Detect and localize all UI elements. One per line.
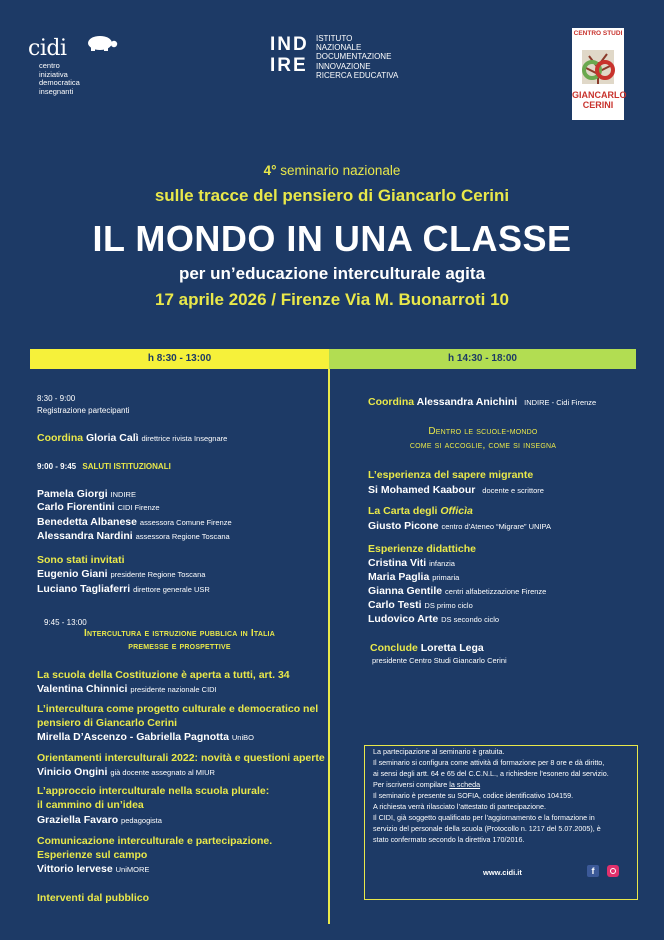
registration-link[interactable]: la scheda [449, 780, 481, 789]
didattiche-item [368, 571, 459, 583]
saluti-heading [37, 462, 171, 471]
coord-label: Coordina [37, 432, 84, 444]
cerini-name-2: CERINI [582, 100, 614, 110]
info-line: servizio del personale della scuola (Protocollo n. 1217 del 5.07.2005), è [373, 824, 601, 833]
speaker-name: Giusto Picone [368, 520, 439, 532]
website-link[interactable]: www.cidi.it [483, 868, 522, 877]
indire-line: ISTITUTO [316, 34, 353, 43]
speaker-name: Ludovico Arte [368, 613, 439, 625]
coord-role: direttrice rivista Insegnare [141, 434, 228, 443]
indire-line: INNOVAZIONE [316, 61, 371, 71]
indire-subtitle [316, 34, 398, 80]
talk-title: pensiero di Giancarlo Cerini [37, 717, 178, 729]
talk-title: Orientamenti interculturali 2022: novità e questioni aperte [37, 752, 325, 764]
coord-name: Alessandra Anichini [416, 396, 518, 408]
cidi-wordmark: cidi [28, 36, 67, 61]
saluti-item [37, 488, 136, 500]
speaker-role: UniMORE [115, 865, 150, 874]
cerini-name [572, 90, 627, 110]
speaker-name: Carlo Fiorentini [37, 501, 115, 513]
closing-label: Interventi dal pubblico [37, 892, 150, 904]
speaker-role: docente e scrittore [482, 486, 544, 495]
speaker-role: CIDI Firenze [117, 503, 160, 512]
info-line: Il seminario si configura come attività di formazione per 8 ore e dà diritto, [373, 758, 605, 767]
speaker-name: Si Mohamed Kaabour [368, 484, 476, 496]
afternoon-coordinator [368, 396, 596, 408]
exp-title: L’esperienza del sapere migrante [368, 469, 534, 481]
speaker-role: presidente nazionale CIDI [130, 685, 217, 694]
talk-speaker [37, 683, 217, 695]
cidi-line: iniziativa [39, 69, 68, 79]
tree-icon [580, 42, 616, 86]
concl-role: presidente Centro Studi Giancarlo Cerini [372, 656, 507, 665]
speaker-name: Gianna Gentile [368, 585, 443, 597]
reg-time: 8:30 - 9:00 [37, 394, 76, 403]
speaker-name: Eugenio Giani [37, 568, 108, 580]
speaker-role: UniBO [231, 733, 254, 742]
tagline: per un’educazione interculturale agita [178, 264, 486, 283]
talk-speaker [37, 863, 149, 875]
concludes [370, 642, 484, 654]
info-line [373, 780, 480, 789]
speaker-name: Graziella Favaro [37, 814, 119, 826]
indire-wordmark [270, 34, 309, 76]
speaker-role: assessora Comune Firenze [139, 518, 232, 527]
carta-title [368, 505, 473, 517]
speaker-name: Alessandra Nardini [37, 530, 133, 542]
seminar-number: 4° [263, 163, 277, 178]
cidi-line: centro [39, 61, 60, 70]
indire-line: RICERCA EDUCATIVA [316, 70, 399, 80]
turtle-icon [84, 32, 118, 52]
talk-title: il cammino di un’idea [37, 799, 144, 811]
theme-line-2: come si accoglie, come si insegna [409, 440, 557, 451]
saluti-label: SALUTI ISTITUZIONALI [82, 462, 171, 471]
instagram-icon[interactable] [607, 865, 619, 877]
invited-heading: Sono stati invitati [37, 554, 125, 566]
speaker-name: Pamela Giorgi [37, 488, 108, 500]
theme-line-1: Dentro le scuole-mondo [428, 426, 538, 437]
speaker-role: centri alfabetizzazione Firenze [445, 587, 547, 596]
page-title: IL MONDO IN UNA CLASSE [92, 218, 572, 259]
concl-name: Loretta Lega [420, 642, 484, 654]
indire-line: NAZIONALE [316, 43, 362, 53]
speaker-role: DS primo ciclo [424, 601, 473, 610]
speaker-name: Mirella D’Ascenzo - Gabriella Pagnotta [37, 731, 229, 743]
cidi-line: insegnanti [39, 86, 74, 96]
didattiche-item [368, 599, 473, 611]
speaker-name: Benedetta Albanese [37, 516, 137, 528]
saluti-item [37, 516, 232, 528]
info-line: Il CIDI, già soggetto qualificato per l’aggiornamento e la formazione in [373, 813, 595, 822]
date-place: 17 aprile 2026 / Firenze Via M. Buonarroti 10 [155, 290, 509, 309]
info-line: Il seminario è presente su SOFIA, codice identificativo 104159. [373, 791, 574, 800]
speaker-name: Cristina Viti [368, 557, 427, 569]
coord-label: Coordina [368, 396, 415, 408]
speaker-role: già docente assegnato al MIUR [110, 768, 215, 777]
talk-title: L’intercultura come progetto culturale e democratico nel [37, 703, 319, 715]
exp-speaker [368, 484, 544, 496]
seminar-text: seminario nazionale [280, 163, 401, 178]
subtitle: sulle tracce del pensiero di Giancarlo Cerini [154, 186, 510, 205]
speaker-role: assessora Regione Toscana [135, 532, 230, 541]
cidi-line: democratica [39, 78, 80, 87]
carta-pre: La Carta degli [368, 505, 438, 517]
cidi-subtitle [39, 62, 80, 96]
speaker-role: INDIRE [110, 490, 136, 499]
saluti-item [37, 530, 230, 542]
afternoon-session-bar: h 14:30 - 18:00 [329, 349, 636, 369]
block-title-1: Intercultura e istruzione pubblica in Italia [84, 628, 275, 639]
speaker-role: pedagogista [121, 816, 162, 825]
speaker-role: primaria [432, 573, 460, 582]
info-line: La partecipazione al seminario è gratuita. [373, 747, 505, 756]
cerini-name-1: GIANCARLO [572, 90, 627, 100]
speaker-role: presidente Regione Toscana [110, 570, 206, 579]
indire-logo [270, 34, 420, 78]
indire-line: DOCUMENTAZIONE [316, 52, 392, 62]
saluti-item [37, 501, 160, 513]
talk-speaker [37, 814, 162, 826]
morning-session-bar: h 8:30 - 13:00 [30, 349, 329, 369]
info-line: A richiesta verrà rilasciato l’attestato di partecipazione. [373, 802, 546, 811]
facebook-icon[interactable]: f [587, 865, 599, 877]
speaker-name: Vittorio Iervese [37, 863, 113, 875]
reg-label: Registrazione partecipanti [37, 406, 130, 415]
didattiche-heading: Esperienze didattiche [368, 543, 476, 555]
speaker-name: Carlo Testi [368, 599, 422, 611]
talk-speaker [37, 731, 254, 743]
speaker-name: Vinicio Ongini [37, 766, 108, 778]
carta-italic: Officìa [440, 505, 473, 517]
coord-name: Gloria Calì [86, 432, 139, 444]
talk-title: Esperienze sul campo [37, 849, 148, 861]
cerini-top-text: CENTRO STUDI [573, 30, 623, 37]
speaker-name: Luciano Tagliaferri [37, 583, 131, 595]
seminar-label [0, 163, 664, 178]
speaker-role: infanzia [429, 559, 455, 568]
coord-role: INDIRE - Cidi Firenze [524, 398, 597, 407]
saluti-time: 9:00 - 9:45 [37, 462, 77, 471]
talk-title: L’approccio interculturale nella scuola plurale: [37, 785, 270, 797]
morning-coordinator [37, 432, 227, 444]
speaker-name: Maria Paglia [368, 571, 430, 583]
info-line: ai sensi degli artt. 64 e 65 del C.C.N.L., a richiedere l’esonero dal servizio. [373, 769, 609, 778]
speaker-role: direttore generale USR [133, 585, 210, 594]
invited-item [37, 583, 210, 595]
concl-label: Conclude [370, 642, 418, 654]
didattiche-item [368, 585, 546, 597]
info-box [364, 745, 638, 900]
didattiche-item [368, 557, 455, 569]
speaker-role: centro d’Ateneo “Migrare” UNIPA [441, 522, 552, 531]
cerini-logo [572, 28, 627, 120]
info-line-text: Per iscriversi compilare [373, 780, 448, 789]
talk-title: La scuola della Costituzione è aperta a tutti, art. 34 [37, 669, 290, 681]
indire-word-bottom: IRE [270, 55, 308, 76]
indire-word-top: IND [270, 34, 309, 55]
didattiche-item [368, 613, 499, 625]
talk-speaker [37, 766, 215, 778]
invited-item [37, 568, 205, 580]
block-time: 9:45 - 13:00 [44, 618, 87, 627]
speaker-role: DS secondo ciclo [441, 615, 500, 624]
carta-speaker [368, 520, 551, 532]
speaker-name: Valentina Chinnici [37, 683, 128, 695]
talk-title: Comunicazione interculturale e partecipazione. [37, 835, 273, 847]
info-line: stato confermato secondo la direttiva 170/2016. [373, 835, 525, 844]
cidi-logo [28, 32, 118, 108]
block-title-2: premesse e prospettive [128, 641, 231, 652]
